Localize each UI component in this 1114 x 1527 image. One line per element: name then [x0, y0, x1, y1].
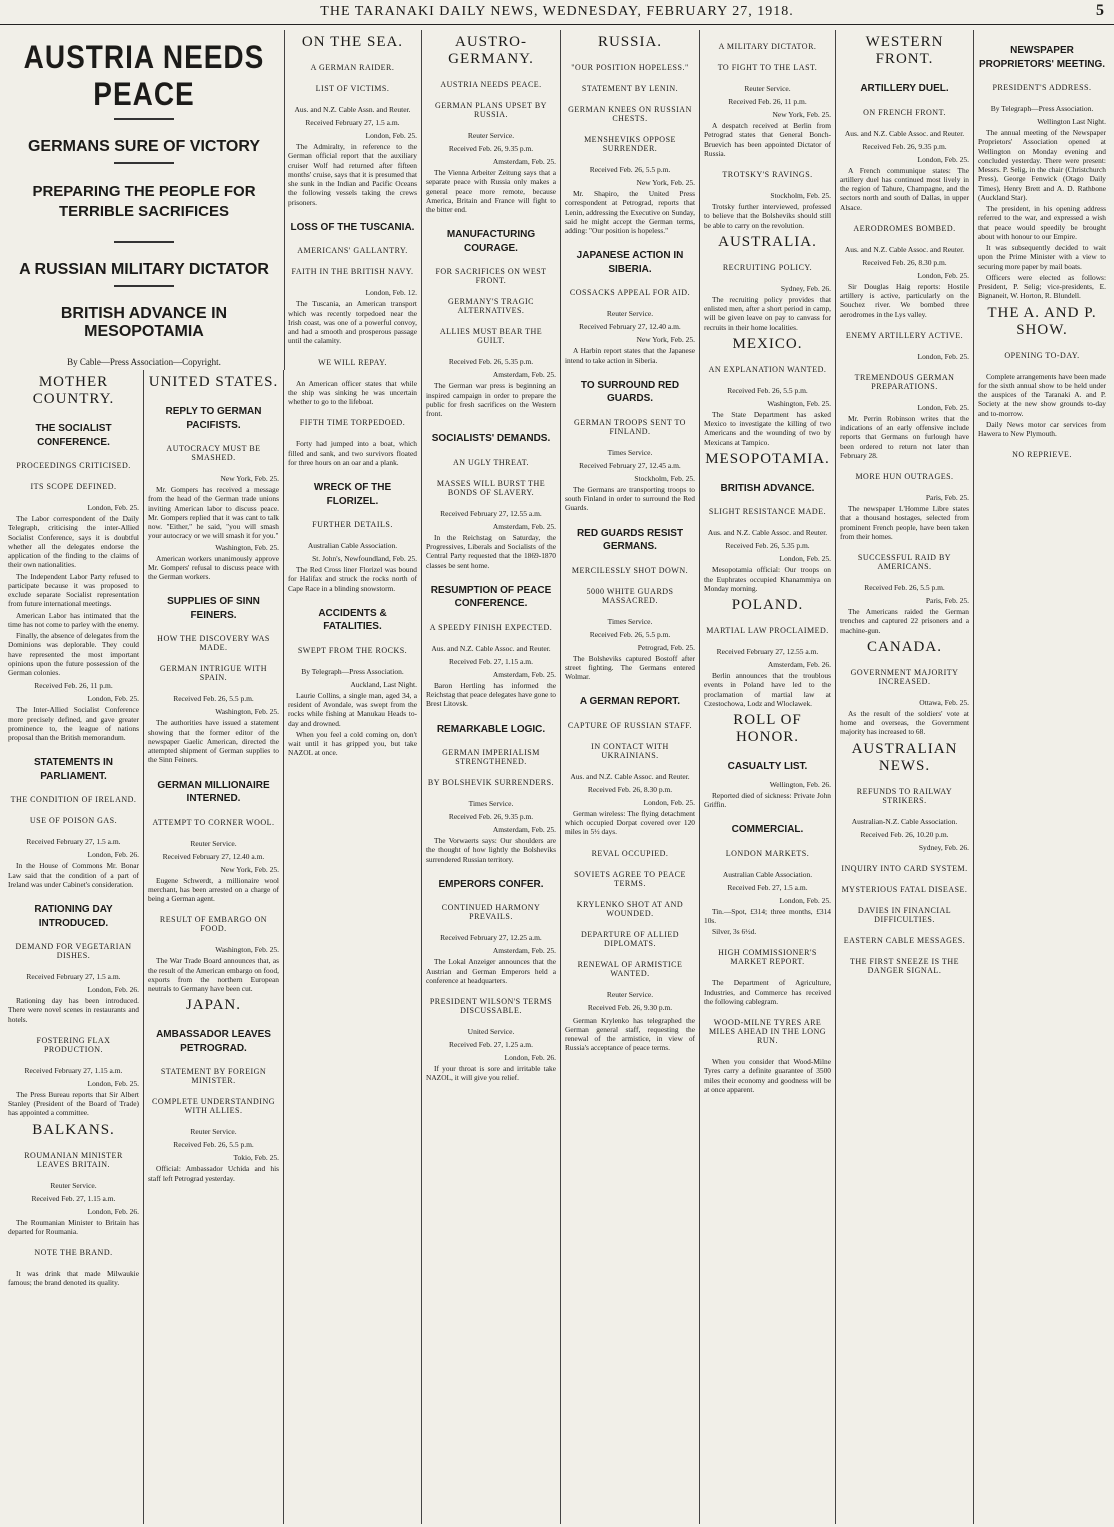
story-headline: MANUFACTURING COURAGE.	[446, 229, 536, 254]
dateline: Reuter Service.	[467, 131, 515, 140]
story-paragraph: A French communique states: The artillery duel has continued most lively in the region of Tahure, Champagne, and the sectors north and south of Dallas, in upper Alsace.	[840, 165, 969, 212]
dateline: Amsterdam, Feb. 25.	[492, 669, 556, 679]
story-subhead: ITS SCOPE DEFINED.	[30, 482, 117, 491]
story-paragraph: The Germans are transporting troops to south Finland in order to surround the Red Guards.	[565, 484, 695, 513]
story-subhead: GERMAN IMPERIALISM STRENGTHENED.	[442, 748, 540, 766]
story-subhead: ALLIES MUST BEAR THE GUILT.	[439, 327, 543, 346]
dateline: Received Feb. 26, 5.5 p.m.	[727, 385, 808, 395]
story-subhead: SOVIETS AGREE TO PEACE TERMS.	[574, 869, 686, 888]
dateline: Received Feb. 27, 1.5 a.m.	[727, 882, 808, 892]
dateline: Received February 27, 12.55 a.m.	[716, 647, 819, 656]
story-headline: JAPANESE ACTION IN SIBERIA.	[576, 250, 684, 275]
story-subhead: THE FIRST SNEEZE IS THE DANGER SIGNAL.	[850, 956, 959, 975]
dateline: Reuter Service.	[50, 1180, 97, 1190]
dateline: Received February 27, 12.40 a.m.	[579, 322, 681, 332]
dateline: Received Feb. 26, 5.35 p.m.	[448, 357, 534, 367]
story-subhead: FURTHER DETAILS.	[312, 520, 393, 529]
story-headline: LOSS OF THE TUSCANIA.	[290, 221, 415, 233]
story-paragraph: The recruiting policy provides that enlisted men, after a short period in camp, will be given leave on pay to canvass for recruits in their home localities.	[704, 294, 831, 332]
story-headline: STATEMENTS IN PARLIAMENT.	[33, 757, 114, 782]
dateline: Received Feb. 26, 5.5 p.m.	[864, 583, 945, 592]
story-subhead: ATTEMPT TO CORNER WOOL.	[152, 817, 275, 827]
columns	[4, 30, 1110, 1524]
story-paragraph: When you feel a cold coming on, don't wait until it has gripped you, but take NAZOL at once.	[288, 729, 417, 758]
dateline: Amsterdam, Feb. 25.	[492, 157, 556, 166]
dateline: Received Feb. 26, 5.5 p.m.	[589, 165, 671, 174]
story-subhead: RENEWAL OF ARMISTICE WANTED.	[577, 959, 683, 978]
dateline: Reuter Service.	[190, 1127, 237, 1137]
dateline: London, Feb. 26.	[504, 1053, 556, 1062]
dateline: London, Feb. 25.	[917, 351, 969, 361]
dateline: Aus. and N.Z. Cable Assoc. and Reuter.	[431, 643, 551, 653]
story-paragraph: Sir Douglas Haig reports: Hostile artillery is active, particularly on the Souchez river. We bombed three aerodromes in the Lys valley.	[840, 281, 969, 319]
story-subhead: HIGH COMMISSIONER'S MARKET REPORT.	[718, 948, 817, 967]
story-subhead: REVAL OCCUPIED.	[591, 848, 669, 858]
column-on-the-sea	[284, 30, 422, 1524]
story-subhead: MYSTERIOUS FATAL DISEASE.	[841, 884, 968, 894]
story-subhead: DEPARTURE OF ALLIED DIPLOMATS.	[580, 929, 680, 948]
story-subhead: A SPEEDY FINISH EXPECTED.	[429, 622, 553, 632]
story-paragraph: American Labor has intimated that the time has not come to parley with the enemy.	[8, 610, 139, 629]
section-heading: CANADA.	[867, 638, 942, 655]
story-paragraph: The Americans raided the German trenches and captured 22 prisoners and a machine-gun.	[840, 607, 969, 635]
masthead	[0, 0, 1114, 25]
byline: By Cable—Press Association—Copyright.	[67, 356, 221, 367]
story-paragraph: Berlin announces that the troublous events in Poland have led to the proclamation of martial law at Czestochowa, Lodz and Wlocławek.	[704, 671, 831, 708]
story-headline: RESUMPTION OF PEACE CONFERENCE.	[430, 584, 552, 610]
story-subhead: KRYLENKO SHOT AT AND WOUNDED.	[576, 899, 684, 918]
section-heading: MEXICO.	[732, 335, 803, 352]
story-subhead: MENSHEVIKS OPPOSE SURRENDER.	[584, 135, 676, 153]
dateline: Washington, Feb. 25.	[215, 707, 279, 717]
story-subhead: GERMAN TROOPS SENT TO FINLAND.	[574, 417, 686, 436]
dateline: Amsterdam, Feb. 26.	[767, 660, 831, 669]
dateline: New York, Feb. 25.	[636, 335, 695, 345]
story-subhead: EASTERN CABLE MESSAGES.	[843, 935, 966, 945]
dateline: United Service.	[467, 1027, 515, 1036]
story-paragraph: The authorities have issued a statement showing that the former editor of the newspaper Gaelic American, directed the attempted shipment of German supplies to the Sinn Feiners.	[148, 718, 279, 765]
story-subhead: USE OF POISON GAS.	[29, 816, 118, 826]
story-subhead: TO FIGHT TO THE LAST.	[717, 63, 818, 72]
story-subhead: GERMANY'S TRAGIC ALTERNATIVES.	[448, 297, 534, 316]
story-paragraph: The Tuscania, an American transport which was recently torpedoed near the Irish coast, was one of a powerful convoy, and had a smooth and prosperous passage until the calamity.	[288, 299, 417, 346]
story-subhead: FIFTH TIME TORPEDOED.	[299, 418, 406, 428]
story-subhead: IN CONTACT WITH UKRAINIANS.	[591, 741, 669, 760]
story-subhead: A MILITARY DICTATOR.	[718, 42, 817, 51]
page-number: 5	[1096, 2, 1104, 19]
story-subhead: MARTIAL LAW PROCLAIMED.	[706, 626, 829, 635]
dateline: London, Feb. 12.	[365, 288, 417, 298]
column-austro-germany	[422, 30, 561, 1524]
dateline: New York, Feb. 25.	[636, 178, 695, 187]
story-subhead: LIST OF VICTIMS.	[315, 84, 390, 93]
story-subhead: OPENING TO-DAY.	[1004, 350, 1080, 360]
story-headline: TO SURROUND RED GUARDS.	[580, 379, 680, 405]
story-subhead: SLIGHT RESISTANCE MADE.	[708, 507, 827, 517]
story-paragraph: Mr. Shapiro, the United Press correspondent at Petrograd, reports that Lenin, addressing the Executive on Sunday, said he might accept the German terms, adding: "Our position is hopeless."	[565, 189, 695, 235]
story-headline: THE SOCIALIST CONFERENCE.	[35, 423, 112, 448]
story-paragraph: Eugene Schwerdt, a millionaire wool merchant, has been arrested on a charge of being a German agent.	[148, 875, 279, 903]
dateline: Stockholm, Feb. 25.	[634, 473, 695, 483]
story-headline: BRITISH ADVANCE.	[720, 482, 815, 494]
dateline: Aus. and N.Z. Cable Assoc. and Reuter.	[707, 528, 828, 538]
story-subhead: A GERMAN RAIDER.	[310, 63, 395, 72]
dateline: Wellington Last Night.	[1037, 117, 1106, 126]
story-paragraph: The president, in his opening address referred to the war, and expressed a wish that peace would speedily be brought about with honour to our Empire.	[978, 204, 1106, 241]
lead-story-banner	[4, 30, 285, 370]
story-paragraph: Reported died of sickness: Private John Griffin.	[704, 790, 831, 809]
story-paragraph: Rationing day has been introduced. There were novel scenes in restaurants and hotels.	[8, 996, 139, 1024]
dateline: London, Feb. 25.	[643, 797, 695, 807]
story-subhead: DAVIES IN FINANCIAL DIFFICULTIES.	[857, 905, 952, 924]
dateline: New York, Feb. 25.	[220, 864, 279, 874]
story-subhead: ENEMY ARTILLERY ACTIVE.	[845, 330, 964, 340]
story-subhead: AUSTRIA NEEDS PEACE.	[440, 80, 542, 89]
dateline: London, Feb. 25.	[87, 694, 139, 704]
story-subhead: ROUMANIAN MINISTER LEAVES BRITAIN.	[24, 1150, 123, 1169]
dateline: Received Feb. 26, 5.35 p.m.	[725, 541, 810, 551]
dateline: Washington, Feb. 25.	[215, 945, 279, 955]
story-subhead: RECRUITING POLICY.	[722, 262, 813, 272]
story-subhead: MERCILESSLY SHOT DOWN.	[571, 565, 689, 575]
story-subhead: NOTE THE BRAND.	[34, 1248, 113, 1257]
column-russia	[561, 30, 700, 1524]
story-subhead: AMERICANS' GALLANTRY.	[297, 246, 408, 256]
story-paragraph: Mr. Gompers has received a message from the head of the German trade unions inviting American labor to discuss peace. Mr. Gompers replied that it was cant to talk now. "Either," he said, "you will smash your autocracy or we will smash it for you."	[148, 485, 279, 541]
story-subhead: PROCEEDINGS CRITICISED.	[16, 461, 131, 470]
dateline: Received Feb. 26, 10.20 p.m.	[860, 829, 949, 839]
dateline: Reuter Service.	[606, 989, 654, 999]
story-subhead: NO REPRIEVE.	[1012, 450, 1072, 460]
story-paragraph: Daily News motor car services from Hawera to New Plymouth.	[978, 419, 1106, 438]
story-paragraph: The Labor correspondent of the Daily Telegraph, criticising the inter-Allied Socialist Conference, says it is doubtful whether all the delegates endorse the application of the finding to the claims of their own nationalities.	[8, 514, 139, 570]
story-headline: SOCIALISTS' DEMANDS.	[431, 433, 551, 445]
story-paragraph: Officers were elected as follows: President, P. Selig; vice-presidents, E. Bignaneit, W. Horton, R. Blundell.	[978, 272, 1106, 301]
dateline: Reuter Service.	[744, 84, 791, 93]
story-headline: GERMAN MILLIONAIRE INTERNED.	[157, 779, 270, 804]
dateline: By Telegraph—Press Association.	[301, 666, 404, 676]
story-headline: ARTILLERY DUEL.	[860, 83, 949, 94]
story-paragraph: An American officer states that while the ship was sinking he was uncertain whether to go to the lifeboat.	[288, 378, 417, 406]
column-mother-country	[4, 370, 144, 1524]
lead-deck-2: PREPARING THE PEOPLE FOR TERRIBLE SACRIFICES	[32, 183, 256, 221]
story-paragraph: The War Trade Board announces that, as the result of the American embargo on food, exports from the northern European neutrals to Germany have been cut.	[148, 956, 279, 993]
dateline: Received Feb. 27, 1.25 a.m.	[449, 1040, 533, 1049]
dateline: Wellington, Feb. 26.	[769, 779, 831, 789]
story-paragraph: The Lokal Anzeiger announces that the Austrian and German Emperors held a conference at headquarters.	[426, 957, 556, 985]
divider	[114, 118, 174, 120]
story-subhead: ON FRENCH FRONT.	[863, 107, 946, 117]
story-paragraph: German wireless: The flying detachment which occupied Dorpat covered over 120 miles in 5½ days.	[565, 808, 695, 837]
dateline: London, Feb. 26.	[87, 850, 139, 860]
story-headline: WRECK OF THE FLORIZEL.	[313, 482, 392, 507]
story-paragraph: It was drink that made Milwaukie famous; the brand denoted its quality.	[8, 1269, 139, 1288]
story-subhead: CONTINUED HARMONY PREVAILS.	[441, 903, 541, 922]
dateline: Washington, Feb. 25.	[767, 398, 831, 408]
story-paragraph: American workers unanimously approve Mr. Gompers' refusal to discuss peace with the German workers.	[148, 553, 279, 581]
section-heading: POLAND.	[731, 597, 804, 613]
story-headline: EMPERORS CONFER.	[438, 878, 544, 890]
story-paragraph: A Harbin report states that the Japanese intend to take action in Siberia.	[565, 346, 695, 365]
dateline: Auckland, Last Night.	[350, 679, 417, 689]
story-subhead: CAPTURE OF RUSSIAN STAFF.	[567, 720, 693, 730]
story-subhead: HOW THE DISCOVERY WAS MADE.	[157, 634, 270, 653]
dateline: London, Feb. 25.	[365, 131, 417, 140]
dateline: Received February 27, 12.55 a.m.	[440, 508, 542, 518]
story-headline: SUPPLIES OF SINN FEINERS.	[167, 596, 260, 621]
story-headline: RATIONING DAY INTRODUCED.	[34, 904, 113, 929]
dateline: By Telegraph—Press Association.	[990, 104, 1094, 113]
story-paragraph: The Bolsheviks captured Bostoff after street fighting. The Germans entered Wolmar.	[565, 653, 695, 681]
lead-deck-3: A RUSSIAN MILITARY DICTATOR	[19, 260, 269, 278]
left-subcolumns	[4, 370, 284, 1524]
dateline: Reuter Service.	[606, 309, 654, 319]
story-paragraph: The German war press is beginning an inspired campaign in order to prepare the public for fresh sacrifices on the Western front.	[426, 381, 556, 418]
story-subhead: RESULT OF EMBARGO ON FOOD.	[159, 915, 268, 934]
dateline: Received Feb. 26, 8.30 p.m.	[587, 784, 673, 794]
story-paragraph: The Vorwaerts says: Our shoulders are the thought of how lightly the Bolsheviks surrendered Russian territory.	[426, 836, 556, 864]
story-subhead: PRESIDENT WILSON'S TERMS DISCUSSABLE.	[429, 997, 553, 1015]
section-heading: ROLL OF HONOR.	[733, 712, 802, 745]
story-paragraph: When you consider that Wood-Milne Tyres carry a definite guarantee of 3500 miles their economy and goodness will be at once apparent.	[704, 1057, 831, 1094]
story-subhead: AUTOCRACY MUST BE SMASHED.	[166, 444, 261, 462]
lead-deck-1: GERMANS SURE OF VICTORY	[27, 138, 261, 155]
story-paragraph: In the House of Commons Mr. Bonar Law said that the condition of a part of Ireland was under Cabinet's consideration.	[8, 861, 139, 889]
dateline: Received Feb. 26, 9.35 p.m.	[862, 141, 947, 151]
dateline: Received Feb. 26, 11 p.m.	[728, 97, 807, 106]
dateline: Received Feb. 27, 1.15 a.m.	[31, 1193, 116, 1203]
dateline: Stockholm, Feb. 25.	[770, 191, 831, 200]
dateline: Australian Cable Association.	[722, 869, 813, 879]
lead-deck-4: BRITISH ADVANCE IN MESOPOTAMIA	[60, 304, 228, 340]
dateline: New York, Feb. 25.	[772, 110, 831, 119]
section-heading: RUSSIA.	[597, 34, 663, 50]
section-heading: JAPAN.	[185, 997, 242, 1014]
section-heading: BALKANS.	[32, 1121, 115, 1138]
section-heading: WESTERN FRONT.	[865, 34, 944, 67]
story-subhead: MASSES WILL BURST THE BONDS OF SLAVERY.	[436, 478, 546, 497]
dateline: Received Feb. 26, 5.5 p.m.	[589, 629, 671, 639]
dateline: Received Feb. 26, 9.35 p.m.	[448, 144, 534, 153]
story-subhead: "OUR POSITION HOPELESS."	[571, 63, 689, 72]
story-headline: RED GUARDS RESIST GERMANS.	[576, 527, 684, 552]
story-paragraph: The Red Cross liner Florizel was bound for Halifax and struck the rocks north of Cape Race in a blinding snowstorm.	[288, 565, 417, 593]
story-subhead: WE WILL REPAY.	[318, 357, 387, 367]
story-subhead: STATEMENT BY FOREIGN MINISTER.	[160, 1067, 267, 1086]
dateline: Aus. and N.Z. Cable Assoc. and Reuter.	[844, 128, 965, 138]
section-heading: MOTHER COUNTRY.	[32, 374, 115, 407]
story-paragraph: The newspaper L'Homme Libre states that a thousand hostages, selected from prominent French people, have been taken from their homes.	[840, 504, 969, 541]
story-subhead: FOR SACRIFICES ON WEST FRONT.	[435, 267, 547, 286]
story-paragraph: Official: Ambassador Uchida and his staff left Petrograd yesterday.	[148, 1164, 279, 1183]
dateline: Australian Cable Association.	[307, 541, 398, 550]
story-subhead: WOOD-MILNE TYRES ARE MILES AHEAD IN THE LONG RUN.	[708, 1018, 827, 1045]
dateline: Ottawa, Feb. 25.	[919, 697, 969, 707]
dateline: Aus. and N.Z. Cable Assoc. and Reuter.	[844, 244, 965, 254]
section-heading: MESOPOTAMIA.	[705, 450, 830, 467]
story-subhead: SUCCESSFUL RAID BY AMERICANS.	[857, 553, 952, 571]
dateline: Received February 27, 1.5 a.m.	[26, 837, 121, 847]
dateline: London, Feb. 26.	[87, 1206, 139, 1216]
story-paragraph: The Admiralty, in reference to the German official report that the auxiliary cruiser Wolf had returned after fifteen months' cruise, says that it is presumed that she sunk in the Indian and Pacific Oceans the following vessels taking the crews prisoners.	[288, 142, 417, 207]
story-paragraph: The annual meeting of the Newspaper Proprietors' Association opened at Wellington on Monday evening and concluded yesterday. There were present: Messrs. P. Selig, in the chair (Christchurch Press), George Fenwick (Otago Daily Times), Henry Brett and A. D. Rathbone (Auckland Star).	[978, 128, 1106, 202]
story-paragraph: It was subsequently decided to wait upon the Prime Minister with a view to securing more paper by mail boats.	[978, 243, 1106, 271]
story-paragraph: The Vienna Arbeiter Zeitung says that a separate peace with Russia only makes a general peace more remote, because America, Britain and France will fight to the bitter end.	[426, 168, 556, 214]
story-paragraph: German Krylenko has telegraphed the German general staff, requesting the renewal of the armistice, in view of Russia's acceptance of peace terms.	[565, 1015, 695, 1053]
story-subhead: THE CONDITION OF IRELAND.	[10, 795, 137, 805]
dateline: Petrograd, Feb. 25.	[637, 642, 695, 652]
story-headline: REMARKABLE LOGIC.	[436, 723, 546, 735]
divider	[114, 162, 174, 164]
story-headline: CASUALTY LIST.	[727, 761, 808, 772]
story-subhead: COMPLETE UNDERSTANDING WITH ALLIES.	[151, 1097, 276, 1116]
story-subhead: TROTSKY'S RAVINGS.	[722, 170, 813, 179]
dateline: London, Feb. 25.	[779, 895, 831, 905]
dateline: Received February 27, 1.5 a.m.	[26, 972, 121, 981]
dateline: Sydney, Feb. 26.	[780, 283, 831, 293]
story-subhead: GERMAN KNEES ON RUSSIAN CHESTS.	[568, 105, 692, 123]
dateline: Received February 27, 1.5 a.m.	[305, 118, 400, 127]
dateline: Times Service.	[607, 616, 653, 626]
story-paragraph: Laurie Collins, a single man, aged 34, a resident of Avondale, was swept from the rocks while fishing at Manukau Heads to-day and drowned.	[288, 690, 417, 728]
dateline: New York, Feb. 25.	[220, 474, 279, 483]
dateline: Received February 27, 1.15 a.m.	[24, 1065, 123, 1075]
dateline: London, Feb. 25.	[779, 554, 831, 564]
dateline: Received Feb. 26, 11 p.m.	[34, 681, 113, 691]
story-headline: COMMERCIAL.	[731, 824, 804, 835]
story-paragraph: As the result of the soldiers' vote at home and overseas, the Government majority has increased to 68.	[840, 708, 969, 737]
story-subhead: AN EXPLANATION WANTED.	[708, 364, 827, 374]
divider	[114, 241, 174, 243]
story-subhead: BY BOLSHEVIK SURRENDERS.	[427, 778, 555, 787]
dateline: London, Feb. 25.	[87, 1078, 139, 1088]
story-paragraph: The Roumanian Minister to Britain has departed for Roumania.	[8, 1217, 139, 1236]
dateline: Received Feb. 26, 8.30 p.m.	[862, 257, 947, 267]
dateline: Received February 27, 12.25 a.m.	[440, 933, 542, 943]
story-headline: AMBASSADOR LEAVES PETROGRAD.	[156, 1029, 271, 1054]
divider	[114, 285, 174, 287]
story-subhead: GOVERNMENT MAJORITY INCREASED.	[850, 667, 959, 686]
dateline: Washington, Feb. 25.	[215, 542, 279, 552]
dateline: Amsterdam, Feb. 25.	[492, 946, 556, 956]
story-paragraph: In the Reichstag on Saturday, the Progressives, Liberals and Socialists of the Central Party requested that the 1869-1870 classes be sent home.	[426, 532, 556, 570]
story-subhead: COSSACKS APPEAL FOR AID.	[569, 288, 691, 298]
section-heading: UNITED STATES.	[148, 374, 279, 390]
dateline: Received February 27, 12.40 a.m.	[162, 851, 265, 861]
section-heading: AUSTRALIAN NEWS.	[851, 740, 958, 774]
story-paragraph: Trotsky further interviewed, professed to believe that the Bolsheviks should still be able to carry on the revolution.	[704, 202, 831, 230]
story-paragraph: A despatch received at Berlin from Petrograd states that General Bonch-Bruevich has been appointed Dictator of Russia.	[704, 121, 831, 158]
column-dictator-australia	[700, 30, 836, 1524]
story-subhead: AN UGLY THREAT.	[452, 457, 530, 467]
masthead-title: THE TARANAKI DAILY NEWS, WEDNESDAY, FEBRUARY 27, 1918.	[320, 4, 794, 19]
dateline: Australian-N.Z. Cable Association.	[851, 816, 958, 826]
dateline: Amsterdam, Feb. 25.	[492, 370, 556, 380]
story-paragraph: Forty had jumped into a boat, which filled and sank, and two survivors floated for three hours on an oar and a plank.	[288, 439, 417, 467]
dateline: Received Feb. 27, 1.15 a.m.	[449, 656, 533, 666]
column-proprietors	[974, 30, 1110, 1524]
dateline: Sydney, Feb. 26.	[918, 842, 969, 852]
story-paragraph: Mesopotamia official: Our troops on the Euphrates occupied Khanammiya on Monday morning.	[704, 565, 831, 593]
story-headline: ACCIDENTS & FATALITIES.	[318, 607, 387, 633]
story-paragraph: Finally, the absence of delegates from the Dominions was deplorable. They could have represented the most important opinions upon the future possession of the German colonies.	[8, 631, 139, 677]
dateline: Aus. and N.Z. Cable Assoc. and Reuter.	[570, 771, 690, 781]
dateline: Received Feb. 26, 9.30 p.m.	[587, 1002, 673, 1012]
dateline: Received Feb. 26, 5.5 p.m.	[173, 694, 254, 704]
dateline: Received Feb. 26, 9.35 p.m.	[448, 812, 534, 821]
section-heading: AUSTRALIA.	[718, 233, 817, 250]
lead-headline: AUSTRIA NEEDS PEACE	[23, 39, 265, 112]
dateline: Paris, Feb. 25.	[925, 493, 969, 502]
dateline: Paris, Feb. 25.	[925, 596, 969, 605]
dateline: London, Feb. 26.	[87, 985, 139, 994]
dateline: St. John's, Newfoundland, Feb. 25.	[312, 554, 417, 563]
dateline: Amsterdam, Feb. 25.	[492, 521, 556, 531]
story-subhead: DEMAND FOR VEGETARIAN DISHES.	[15, 942, 132, 960]
story-subhead: 5000 WHITE GUARDS MASSACRED.	[586, 586, 674, 605]
story-subhead: AERODROMES BOMBED.	[853, 223, 956, 233]
story-subhead: REFUNDS TO RAILWAY STRIKERS.	[856, 786, 953, 805]
story-paragraph: If your throat is sore and irritable take NAZOL, it will give you relief.	[426, 1064, 556, 1083]
dateline: Reuter Service.	[190, 838, 237, 848]
story-paragraph: Baron Hertling has informed the Reichstag that peace delegates have gone to Brest Litovsk.	[426, 680, 556, 709]
story-headline: NEWSPAPER PROPRIETORS' MEETING.	[978, 45, 1106, 70]
story-subhead: FAITH IN THE BRITISH NAVY.	[291, 267, 414, 277]
story-paragraph: The State Department has asked Mexico to investigate the killing of two Americans and the wounding of two by Mexicans at Tampico.	[704, 409, 831, 447]
dateline: London, Feb. 25.	[917, 402, 969, 412]
dateline: London, Feb. 25.	[917, 154, 969, 164]
dateline: Received February 27, 12.45 a.m.	[579, 460, 681, 470]
dateline: Aus. and N.Z. Cable Assn. and Reuter.	[294, 105, 411, 114]
story-subhead: STATEMENT BY LENIN.	[581, 84, 679, 93]
story-subhead: MORE HUN OUTRAGES.	[855, 472, 954, 481]
story-headline: A GERMAN REPORT.	[579, 696, 681, 708]
story-subhead: LONDON MARKETS.	[725, 848, 810, 858]
story-paragraph: The Department of Agriculture, Industries, and Commerce has received the following cablegram.	[704, 978, 831, 1006]
story-paragraph: The Press Bureau reports that Sir Albert Stanley (President of the Board of Trade) has appointed a committee.	[8, 1089, 139, 1118]
story-paragraph: The Independent Labor Party refused to participate because it was proposed to exclude separate Socialist representation from future international meetings.	[8, 571, 139, 609]
dateline: London, Feb. 25.	[87, 503, 139, 512]
story-subhead: PRESIDENT'S ADDRESS.	[992, 83, 1092, 92]
dateline: London, Feb. 25.	[917, 270, 969, 280]
story-paragraph: The Inter-Allied Socialist Conference more precisely defined, and gave greater prominence to, the league of nations proposal than the British memorandum.	[8, 705, 139, 742]
story-subhead: TREMENDOUS GERMAN PREPARATIONS.	[854, 372, 955, 391]
story-subhead: GERMAN INTRIGUE WITH SPAIN.	[159, 664, 268, 683]
story-headline: REPLY TO GERMAN PACIFISTS.	[165, 406, 262, 431]
dateline: Times Service.	[468, 799, 514, 808]
dateline: Amsterdam, Feb. 25.	[492, 825, 556, 834]
dateline: Tokio, Feb. 25.	[233, 1153, 279, 1163]
section-heading: ON THE SEA.	[301, 34, 404, 50]
story-subhead: INQUIRY INTO CARD SYSTEM.	[841, 863, 968, 873]
column-western-front	[836, 30, 974, 1524]
section-heading: AUSTRO-GERMANY.	[448, 34, 534, 67]
story-paragraph: Mr. Perrin Robinson writes that the indications of an early offensive include reports that Germans on furlough have been ordered to return not later than February 28.	[840, 413, 969, 460]
story-subhead: GERMAN PLANS UPSET BY RUSSIA.	[435, 101, 547, 119]
story-subhead: SWEPT FROM THE ROCKS.	[297, 645, 408, 655]
column-united-states	[144, 370, 284, 1524]
section-heading: THE A. AND P. SHOW.	[987, 304, 1097, 338]
story-subhead: FOSTERING FLAX PRODUCTION.	[36, 1035, 111, 1054]
story-paragraph: Silver, 3s 6½d.	[712, 927, 757, 936]
dateline: Received Feb. 26, 5.5 p.m.	[173, 1140, 254, 1150]
dateline: Times Service.	[607, 447, 653, 457]
story-paragraph: Complete arrangements have been made for the sixth annual show to be held under the auspices of the Taranaki A. and P. Society at the new show grounds to-day and to-morrow.	[978, 371, 1106, 418]
story-paragraph: Tin.—Spot, £314; three months, £314 10s.	[704, 906, 831, 925]
